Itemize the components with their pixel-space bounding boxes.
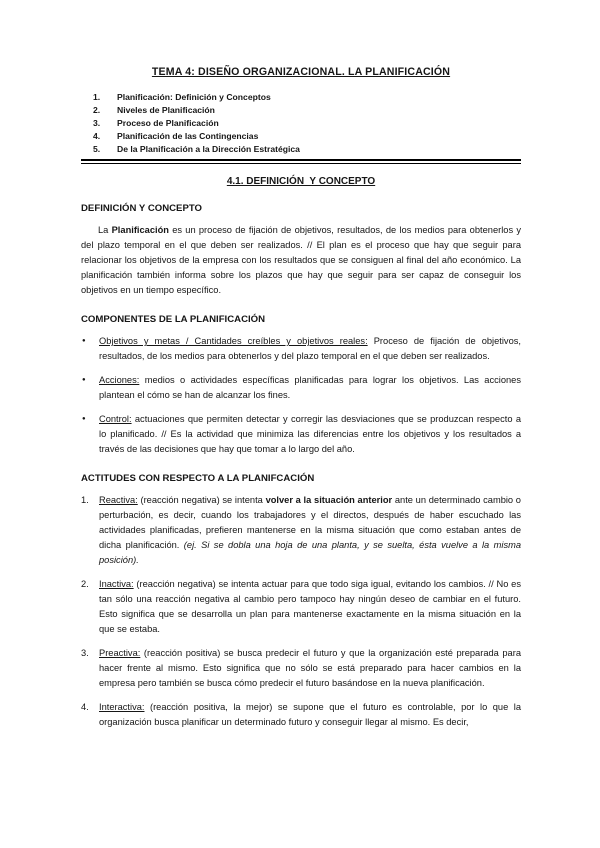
list-item [81,646,521,691]
list-item-number: 3. [81,648,89,658]
toc-item [81,91,521,104]
toc-item-number: 1. [93,92,101,102]
toc-item-label: Niveles de Planificación [117,105,215,115]
definicion-heading: DEFINICIÓN Y CONCEPTO [81,203,203,214]
thick-thin-divider [81,159,521,164]
list-item [81,493,521,568]
toc-item-number: 4. [93,131,101,141]
list-item-number: 2. [81,579,89,589]
toc-item-number: 5. [93,144,101,154]
list-item-number: 1. [81,495,89,505]
toc-item-label: Planificación de las Contingencias [117,131,259,141]
toc-item-label: Planificación: Definición y Conceptos [117,92,271,102]
toc-item [81,143,521,156]
list-item [81,700,521,730]
toc-item [81,130,521,143]
toc-item-label: De la Planificación a la Dirección Estratégica [117,144,300,154]
list-item-text: Inactiva: (reacción negativa) se intenta actuar para que todo siga igual, evitando los cambios. // No es tan sólo una reacción negativa al cambio pero tampoco hay ningún deseo de cambiar en el futuro. Esto significa que se desarrolla un plan para mantenerse exactamente en la misma situación en la que se estaba. [99,579,521,634]
actitudes-heading: ACTITUDES CON RESPECTO A LA PLANIFCACIÓN [81,473,315,484]
list-item: ● Control: actuaciones que permiten detectar y corregir las desviaciones que se produzcan respecto a lo planificado. // Es la actividad que minimiza las diferencias entre los objetivos y los resultados a través de las decisiones que hay que tomar a lo largo del año. [81,412,521,457]
toc-item [81,104,521,117]
list-item-text: Interactiva: (reacción positiva, la mejor) se supone que el futuro es controlable, por lo que la organización busca planificar un determinado futuro y conseguir llegar al mismo. Es decir, [99,702,521,727]
list-item-number: 4. [81,702,89,712]
list-item-text: Preactiva: (reacción positiva) se busca predecir el futuro y que la organización esté preparada para hacer frente al mismo. Esto significa que no sólo se está preparado para hacer cambios en la empresa pero también se busca cómo predecir el futuro basándose en la nueva planificación. [99,648,521,688]
toc-item-number: 2. [93,105,101,115]
actitudes-list [81,493,521,730]
list-item [81,577,521,637]
toc-item-number: 3. [93,118,101,128]
document-title: TEMA 4: DISEÑO ORGANIZACIONAL. LA PLANIFICACIÓN [151,66,451,78]
list-item-text: Reactiva: (reacción negativa) se intenta volver a la situación anterior ante un determinado cambio o perturbación, es decir, cuando los trabajadores y el directos, después de haber escuchado las actividades planificadas, prefieren mantenerse en la misma situación que como estaban antes de dicha planificación. (ej. Si se dobla una hoja de una planta, y se suelta, ésta vuelve a la misma posición). [99,495,522,565]
list-item: ● Acciones: medios o actividades específicas planificadas para lograr los objetivos. Las acciones plantean el cómo se han de alcanzar los fines. [81,373,521,403]
list-item: ● Objetivos y metas / Cantidades creíbles y objetivos reales: Proceso de fijación de objetivos, resultados, de los medios para obtenerlos y del plazo temporal en el que deben ser realizados. [81,334,521,364]
componentes-heading: COMPONENTES DE LA PLANIFICACIÓN [81,314,266,325]
section-title: 4.1. DEFINICIÓN Y CONCEPTO [226,176,376,187]
table-of-contents [81,91,521,156]
toc-item [81,117,521,130]
componentes-list [81,334,521,457]
definicion-paragraph: La Planificación es un proceso de fijación de objetivos, resultados, de los medios para obtenerlos y del plazo temporal en el que deben ser realizados. // El plan es el proceso que hay que seguir para relacionar los objetivos de la empresa con los resultados que se consiguen al final del año económico. La planificación también informa sobre los plazos que hay que seguir para ser capaz de conseguir los objetivos en un tiempo específico. [81,225,521,295]
toc-item-label: Proceso de Planificación [117,118,219,128]
